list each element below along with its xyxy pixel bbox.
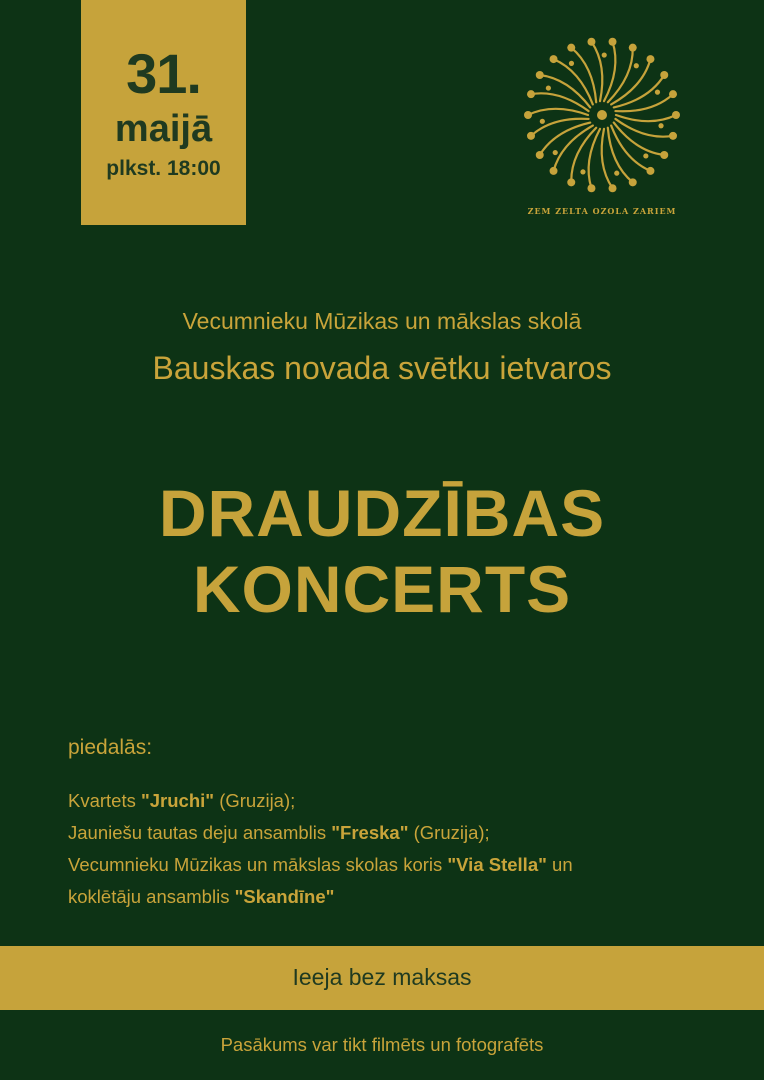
branch-ray xyxy=(528,109,588,115)
oak-leaf-dot xyxy=(587,184,595,192)
oak-leaf-dot xyxy=(660,151,668,159)
participants-label: piedalās: xyxy=(68,736,153,759)
oak-leaf-dot xyxy=(646,167,654,175)
entry-text: Ieeja bez maksas xyxy=(292,964,472,990)
participant-item: koklētāju ansamblis "Skandīne" xyxy=(68,886,335,907)
oak-leaf-dot xyxy=(643,153,648,158)
oak-leaf-dot xyxy=(614,171,619,176)
venue-text: Vecumnieku Mūzikas un mākslas skolā xyxy=(182,308,582,334)
oak-leaf-dot xyxy=(536,71,544,79)
branch-ray xyxy=(602,129,613,188)
oak-leaf-dot xyxy=(609,38,617,46)
oak-leaf-dot xyxy=(658,123,663,128)
date-time: plkst. 18:00 xyxy=(106,157,221,180)
branch-ray xyxy=(604,42,615,101)
oak-leaf-dot xyxy=(569,61,574,66)
golden-oak-tree-icon xyxy=(512,30,692,200)
oak-leaf-dot xyxy=(540,119,545,124)
context-text: Bauskas novada svētku ietvaros xyxy=(152,350,612,386)
branch-ray xyxy=(589,129,600,188)
branch-ray xyxy=(591,42,602,101)
oak-leaf-dot xyxy=(629,178,637,186)
branch-ray xyxy=(614,123,664,155)
participant-item: Vecumnieku Mūzikas un mākslas skolas koris "Via Stella" un xyxy=(68,854,573,875)
oak-leaf-dot xyxy=(580,169,585,174)
oak-leaf-dot xyxy=(655,90,660,95)
oak-leaf-dot xyxy=(587,38,595,46)
oak-leaf-dot xyxy=(672,111,680,119)
date-box xyxy=(81,0,246,225)
event-title-line1: DRAUDZĪBAS xyxy=(158,476,606,550)
oak-leaf-dot xyxy=(567,178,575,186)
oak-leaf-dot xyxy=(550,167,558,175)
branch-ray xyxy=(616,115,676,121)
event-title xyxy=(0,475,764,627)
participant-item: Kvartets "Jruchi" (Gruzija); xyxy=(68,790,296,811)
oak-leaf-dot xyxy=(567,44,575,52)
oak-leaf-dot xyxy=(629,44,637,52)
oak-leaf-dot xyxy=(527,90,535,98)
participant-item: Jauniešu tautas deju ansamblis "Freska" (Gruzija); xyxy=(68,822,490,843)
event-title-line2: KONCERTS xyxy=(192,552,572,626)
oak-leaf-dot xyxy=(524,111,532,119)
date-day: 31. xyxy=(126,42,201,105)
branch-ray xyxy=(540,75,590,107)
oak-leaf-dot xyxy=(660,71,668,79)
oak-leaf-dot xyxy=(527,132,535,140)
oak-leaf-dot xyxy=(669,132,677,140)
oak-leaf-dot xyxy=(634,63,639,68)
branch-ray xyxy=(608,48,633,103)
oak-leaf-dot xyxy=(550,55,558,63)
entry-banner xyxy=(0,946,764,1010)
oak-leaf-dot xyxy=(602,52,607,57)
date-month: maijā xyxy=(114,108,213,150)
oak-leaf-dot xyxy=(553,150,558,155)
participants-list xyxy=(68,785,708,913)
logo-caption: ZEM ZELTA OZOLA ZARIEM xyxy=(527,206,677,216)
oak-leaf-dot xyxy=(609,184,617,192)
oak-leaf-dot xyxy=(546,85,551,90)
oak-leaf-dot xyxy=(536,151,544,159)
oak-leaf-dot xyxy=(669,90,677,98)
festival-logo xyxy=(512,30,692,222)
footer-note: Pasākums var tikt filmēts un fotografēts xyxy=(220,1034,544,1055)
oak-leaf-dot xyxy=(646,55,654,63)
